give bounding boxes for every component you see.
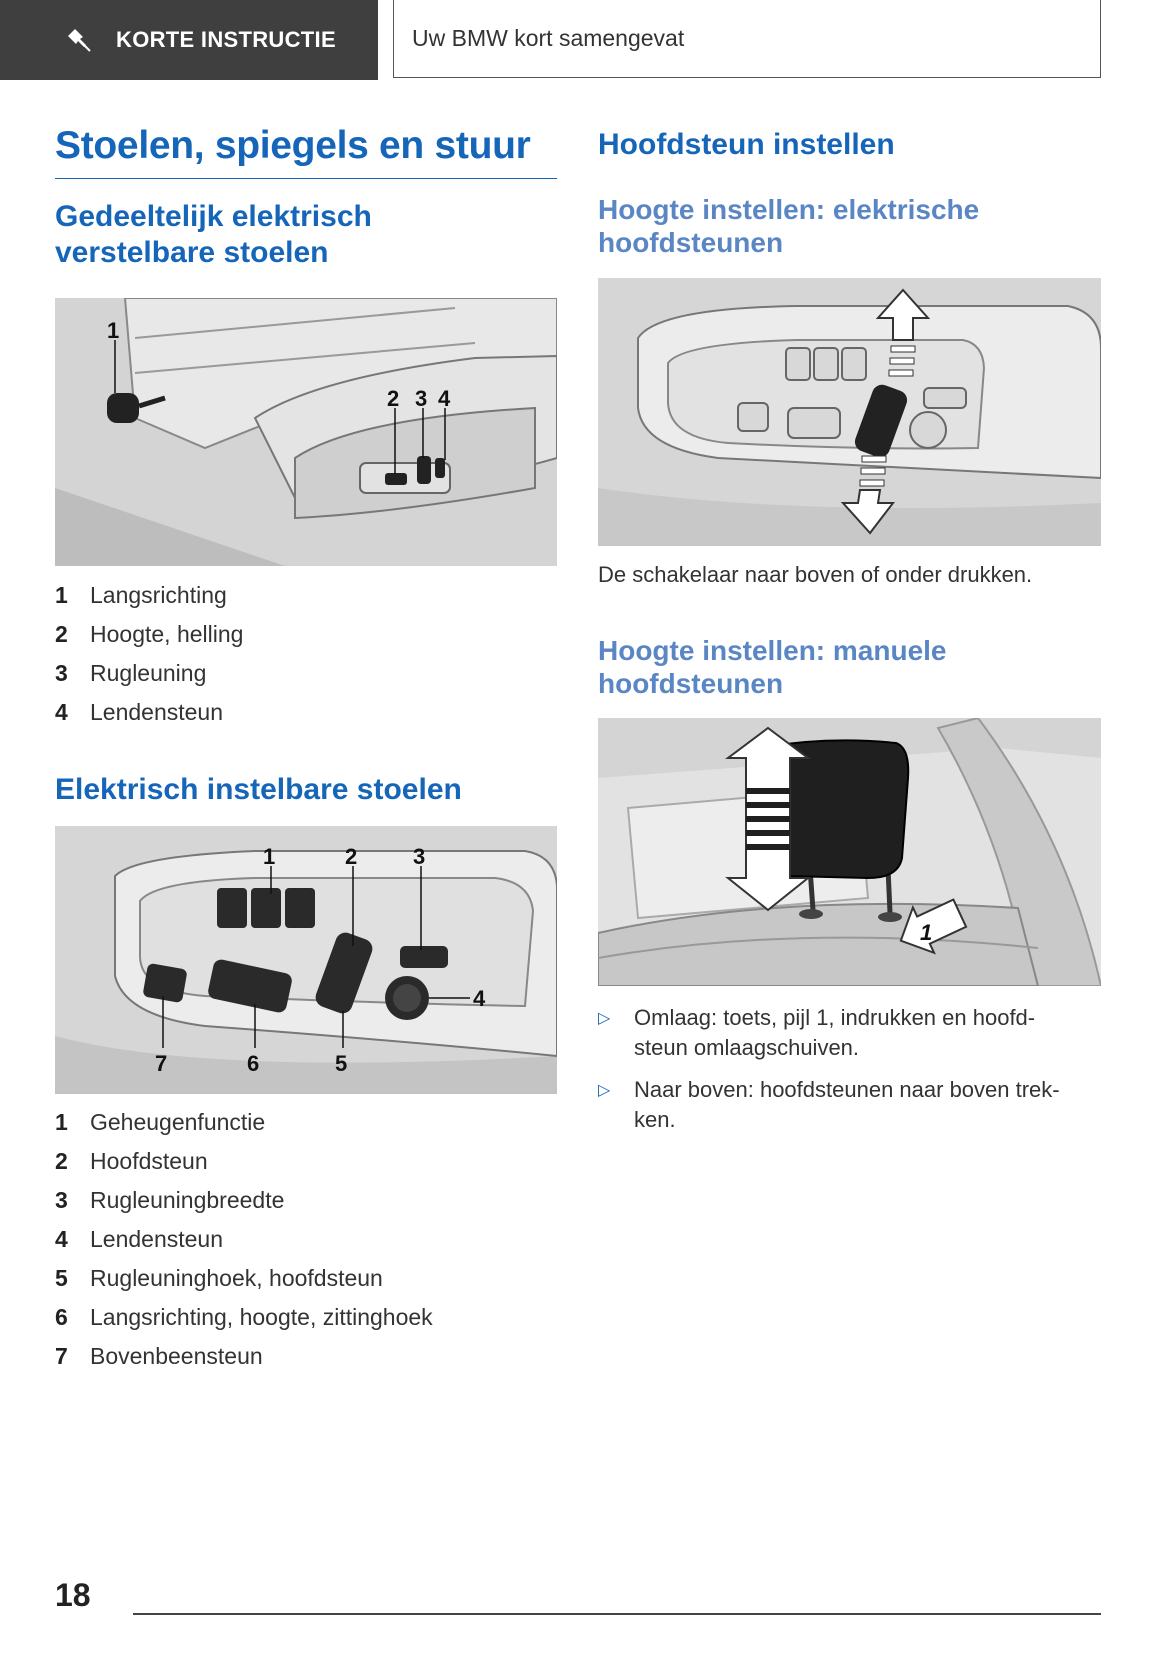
callout-7: 7	[155, 1051, 168, 1076]
item-label: Langsrichting, hoogte, zittinghoek	[90, 1304, 433, 1330]
item-number: 5	[55, 1265, 68, 1291]
pushpin-icon	[66, 27, 92, 53]
item-number: 2	[55, 621, 68, 647]
electric-headrest-heading	[598, 193, 979, 259]
callout-1: 1	[920, 920, 933, 945]
list-item	[55, 1103, 433, 1142]
callout-4: 4	[473, 986, 486, 1011]
item-label: Lendensteun	[90, 699, 224, 725]
chapter-tab	[393, 0, 1101, 78]
callout-3: 3	[415, 386, 428, 411]
list-item	[598, 1003, 1098, 1063]
list-item	[55, 1337, 433, 1376]
item-number: 4	[55, 699, 68, 725]
heading-line: hoofdsteunen	[598, 668, 784, 699]
headrest-heading: Hoofdsteun instellen	[598, 128, 895, 161]
list-item	[55, 1142, 433, 1181]
item-label: Bovenbeensteun	[90, 1343, 263, 1369]
item-label: Hoofdsteun	[90, 1148, 208, 1174]
partial-seat-figure	[55, 298, 557, 566]
callout-4: 4	[438, 386, 451, 411]
list-item	[598, 1075, 1098, 1135]
item-number: 1	[55, 1109, 68, 1135]
item-number: 4	[55, 1226, 68, 1252]
callout-5: 5	[335, 1051, 348, 1076]
electric-seats-heading: Elektrisch instelbare stoelen	[55, 773, 462, 806]
item-number: 7	[55, 1343, 68, 1369]
callout-6: 6	[247, 1051, 260, 1076]
chapter-title: Uw BMW kort samengevat	[412, 25, 685, 51]
heading-line: Hoogte instellen: elektrische	[598, 194, 980, 225]
list-item	[55, 1298, 433, 1337]
item-number: 1	[55, 582, 68, 608]
electric-headrest-figure	[598, 278, 1101, 546]
item-number: 3	[55, 660, 68, 686]
heading-line: Hoogte instellen: manuele	[598, 635, 947, 666]
manual-headrest-heading	[598, 634, 947, 700]
callout-2: 2	[387, 386, 400, 411]
callout-1: 1	[107, 318, 120, 343]
step-text	[634, 1075, 1060, 1135]
electric-headrest-text: De schakelaar naar boven of onder drukken.	[598, 562, 1033, 587]
callout-2: 2	[345, 844, 358, 869]
list-item	[55, 1181, 433, 1220]
item-number: 2	[55, 1148, 68, 1174]
heading-line: Gedeeltelijk elektrisch	[55, 200, 372, 233]
item-label: Lendensteun	[90, 1226, 224, 1252]
list-item	[55, 615, 243, 654]
list-item	[55, 1220, 433, 1259]
item-label: Langsrichting	[90, 582, 227, 608]
page-title: Stoelen, spiegels en stuur	[55, 124, 557, 179]
partial-seats-heading	[55, 199, 372, 271]
step-text	[634, 1003, 1035, 1063]
item-label: Rugleuningbreedte	[90, 1187, 285, 1213]
list-item	[55, 693, 243, 732]
section-label: KORTE INSTRUCTIE	[116, 27, 336, 52]
manual-headrest-figure	[598, 718, 1101, 986]
footer-rule	[133, 1613, 1101, 1615]
callout-3: 3	[413, 844, 426, 869]
list-item	[55, 654, 243, 693]
item-label: Geheugenfunctie	[90, 1109, 266, 1135]
item-number: 3	[55, 1187, 68, 1213]
heading-line: hoofdsteunen	[598, 227, 784, 258]
section-tab	[0, 0, 378, 80]
item-number: 6	[55, 1304, 68, 1330]
triangle-bullet-icon: ▷	[598, 1010, 611, 1027]
callout-1: 1	[263, 844, 276, 869]
manual-headrest-steps	[598, 1003, 1098, 1147]
list-item	[55, 1259, 433, 1298]
page-number: 18	[55, 1577, 91, 1613]
item-label: Rugleuninghoek, hoofdsteun	[90, 1265, 383, 1291]
text-line: ken.	[634, 1107, 676, 1132]
electric-seat-figure	[55, 826, 557, 1094]
partial-seat-legend	[55, 576, 243, 732]
item-label: Rugleuning	[90, 660, 207, 686]
electric-seat-legend	[55, 1103, 433, 1376]
text-line: steun omlaagschuiven.	[634, 1035, 860, 1060]
item-label: Hoogte, helling	[90, 621, 244, 647]
heading-line: verstelbare stoelen	[55, 236, 329, 269]
text-line: Omlaag: toets, pijl 1, indrukken en hoofd-	[634, 1005, 1036, 1030]
triangle-bullet-icon: ▷	[598, 1082, 611, 1099]
list-item	[55, 576, 243, 615]
text-line: Naar boven: hoofdsteunen naar boven trek-	[634, 1077, 1060, 1102]
